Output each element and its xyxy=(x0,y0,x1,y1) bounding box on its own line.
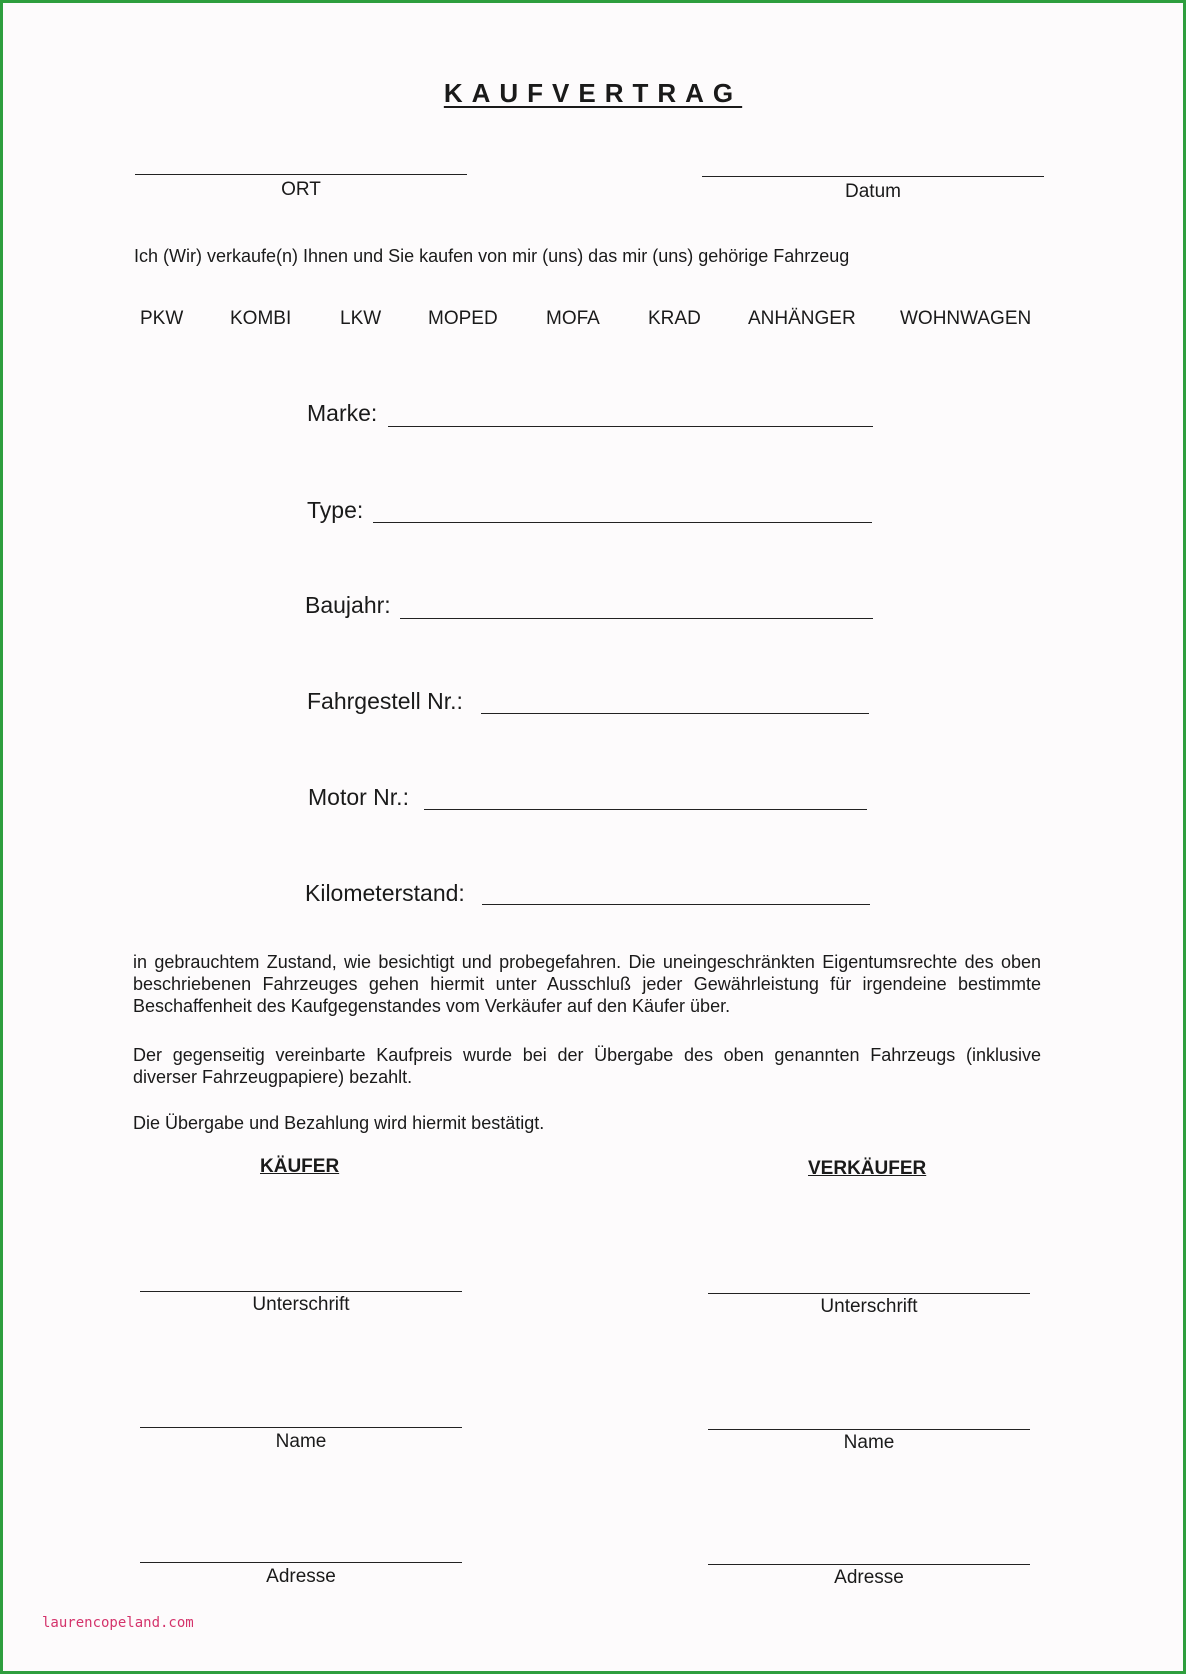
field-baujahr-line[interactable] xyxy=(400,618,873,619)
seller-address-line[interactable] xyxy=(708,1564,1030,1565)
buyer-heading: KÄUFER xyxy=(260,1156,340,1177)
vehicle-type-anhaenger: ANHÄNGER xyxy=(748,308,856,329)
vehicle-type-lkw: LKW xyxy=(340,308,382,329)
paragraph-condition: in gebrauchtem Zustand, wie besichtigt und probegefahren. Die uneingeschränkten Eigentumsrechte des oben beschriebenen Fahrzeuges gehen hiermit unter Ausschluß jeder Gewährleistung für irgendeine bestimmte Beschaffenheit des Kaufgegenstandes vom Verkäufer auf den Käufer über. xyxy=(133,952,1041,1016)
field-marke-label: Marke: xyxy=(307,400,378,426)
vehicle-type-wohnwagen: WOHNWAGEN xyxy=(900,308,1032,329)
field-type-label: Type: xyxy=(307,497,364,523)
seller-signature-label: Unterschrift xyxy=(820,1296,918,1317)
document-title xyxy=(0,78,1186,109)
field-marke-line[interactable] xyxy=(388,426,873,427)
buyer-signature-label: Unterschrift xyxy=(252,1294,350,1315)
vehicle-type-pkw: PKW xyxy=(140,308,184,329)
paragraph-confirmation: Die Übergabe und Bezahlung wird hiermit bestätigt. xyxy=(133,1113,545,1133)
seller-name-label: Name xyxy=(843,1432,895,1453)
seller-address-label: Adresse xyxy=(834,1567,904,1588)
field-fahrgestell-label: Fahrgestell Nr.: xyxy=(307,688,463,714)
field-baujahr-label: Baujahr: xyxy=(305,592,391,618)
field-type-line[interactable] xyxy=(373,522,872,523)
field-motor-label: Motor Nr.: xyxy=(308,784,409,810)
place-line xyxy=(135,174,467,175)
seller-name-line[interactable] xyxy=(708,1429,1030,1430)
vehicle-type-kombi: KOMBI xyxy=(230,308,292,329)
field-kilometer-line[interactable] xyxy=(482,904,870,905)
vehicle-type-krad: KRAD xyxy=(648,308,701,329)
field-kilometer-label: Kilometerstand: xyxy=(305,880,465,906)
buyer-name-line[interactable] xyxy=(140,1427,462,1428)
place-label: ORT xyxy=(281,179,321,200)
field-fahrgestell-line[interactable] xyxy=(481,713,869,714)
document-title-text: KAUFVERTRAG xyxy=(443,78,743,108)
paragraph-price: Der gegenseitig vereinbarte Kaufpreis wurde bei der Übergabe des oben genannten Fahrzeugs (inklusive diverser Fahrzeugpapiere) bezahlt. xyxy=(133,1045,1041,1087)
watermark-text: laurencopeland.com xyxy=(42,1615,194,1631)
buyer-signature-line[interactable] xyxy=(140,1291,462,1292)
vehicle-type-moped: MOPED xyxy=(428,308,498,329)
intro-text: Ich (Wir) verkaufe(n) Ihnen und Sie kaufen von mir (uns) das mir (uns) gehörige Fahrzeug xyxy=(134,246,850,266)
seller-heading: VERKÄUFER xyxy=(808,1158,927,1179)
date-line xyxy=(702,176,1044,177)
seller-signature-line[interactable] xyxy=(708,1293,1030,1294)
buyer-address-label: Adresse xyxy=(266,1566,336,1587)
buyer-name-label: Name xyxy=(275,1431,327,1452)
vehicle-type-mofa: MOFA xyxy=(546,308,600,329)
field-motor-line[interactable] xyxy=(424,809,867,810)
buyer-address-line[interactable] xyxy=(140,1562,462,1563)
date-label: Datum xyxy=(845,181,901,202)
